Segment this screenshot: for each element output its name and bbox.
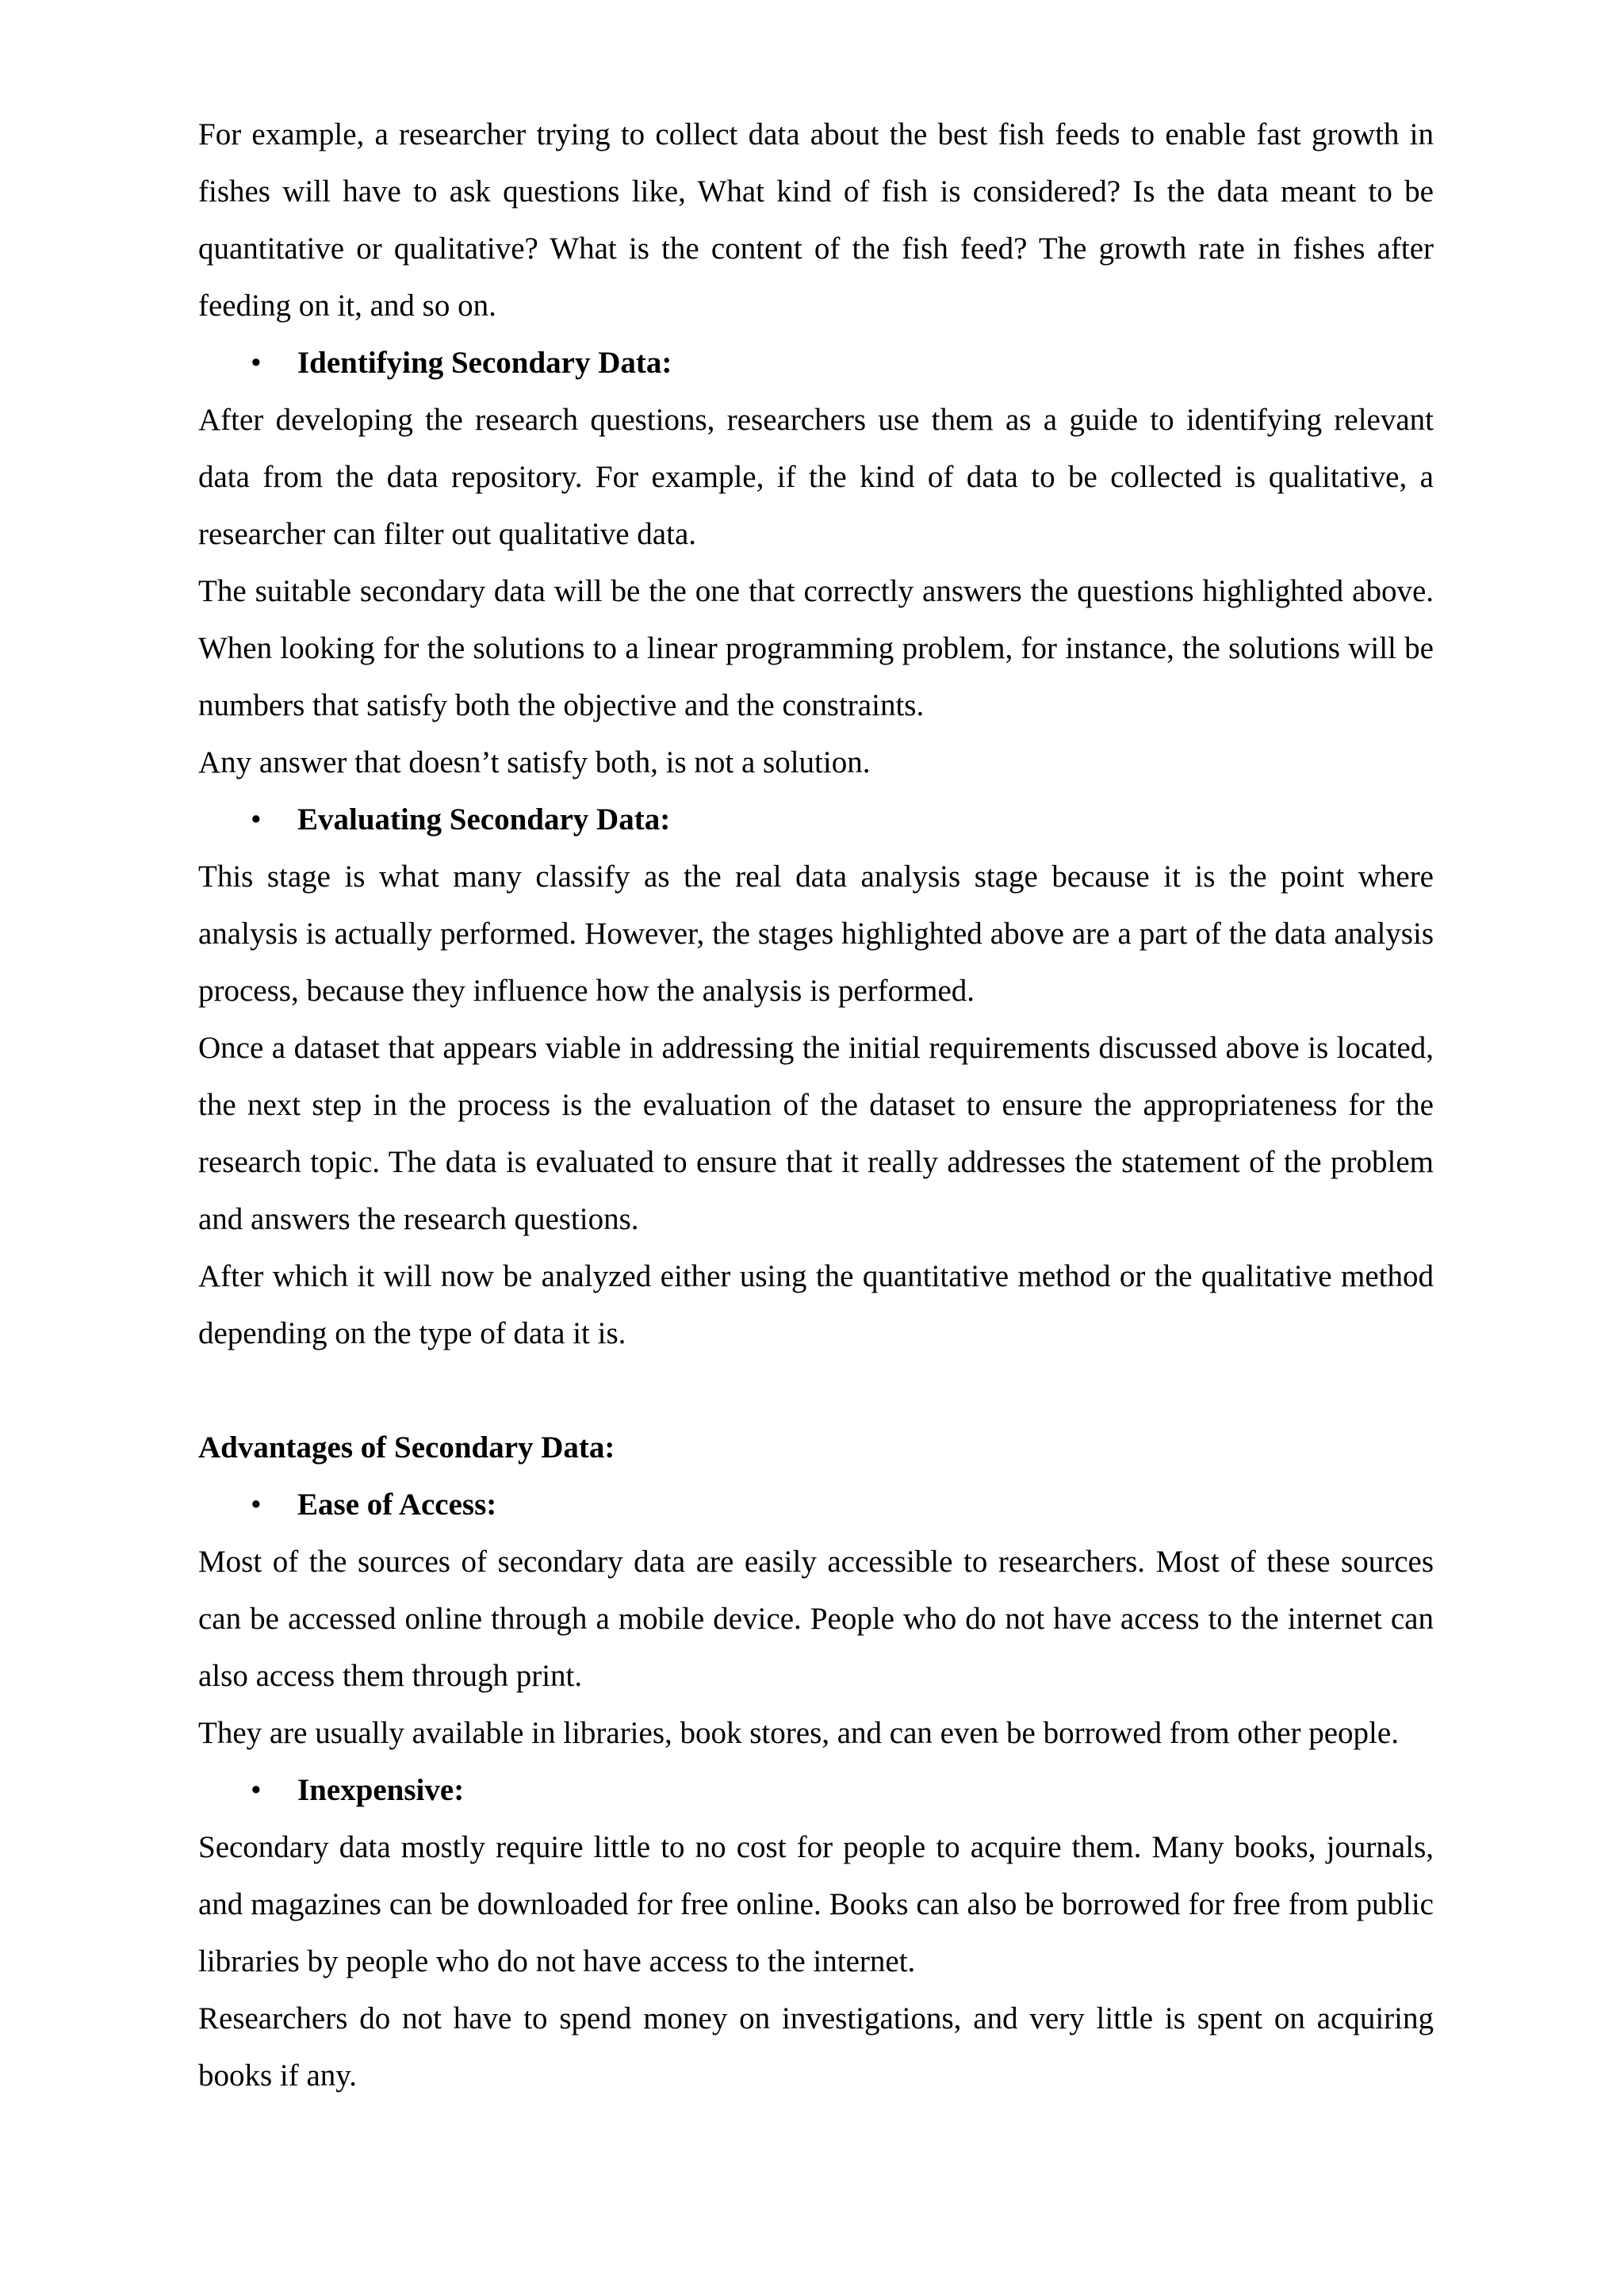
paragraph-not-a-solution: Any answer that doesn’t satisfy both, is not a solution. [198,745,871,779]
bullet-label: Inexpensive: [297,1773,465,1807]
bullet-icon: • [251,1773,262,1807]
bullet-identifying-secondary-data [198,335,1434,392]
paragraph-real-analysis-stage: This stage is what many classify as the real data analysis stage because it is the point where analysis is actually performed. However, the stages highlighted above are a part of the data analysis process, because they influence how the analysis is performed. [198,860,1434,1008]
section-gap [198,1362,1434,1419]
bullet-label: Evaluating Secondary Data: [297,802,671,837]
heading-advantages-of-secondary-data: Advantages of Secondary Data: [198,1430,615,1465]
document-body [198,106,1434,2104]
bullet-icon: • [251,802,262,837]
paragraph-fish-feed-example: For example, a researcher trying to collect data about the best fish feeds to enable fast growth in fishes will have to ask questions like, What kind of fish is considered? Is the data meant to be quantitative or qualitative? What is the content of the fish feed? The growth rate in fishes after feeding on it, and so on. [198,117,1434,323]
bullet-inexpensive [198,1762,1434,1819]
paragraph-low-cost: Secondary data mostly require little to no cost for people to acquire them. Many books, journals, and magazines can be downloaded for free online. Books can also be borrowed for free from public libraries by people who do not have access to the internet. [198,1830,1434,1978]
paragraph-suitable-secondary-data: The suitable secondary data will be the one that correctly answers the questions highlighted above. When looking for the solutions to a linear programming problem, for instance, the solutions will be numbers that satisfy both the objective and the constraints. [198,574,1434,722]
paragraph-no-investigation-cost: Researchers do not have to spend money on investigations, and very little is spent on acquiring books if any. [198,2001,1434,2093]
paragraph-libraries-bookstores: They are usually available in libraries, book stores, and can even be borrowed from other people. [198,1716,1399,1750]
bullet-icon: • [251,346,262,380]
bullet-label: Identifying Secondary Data: [297,346,672,380]
bullet-evaluating-secondary-data [198,791,1434,848]
bullet-label: Ease of Access: [297,1488,497,1522]
paragraph-accessible-sources: Most of the sources of secondary data are easily accessible to researchers. Most of these sources can be accessed online through a mobile device. People who do not have access to the internet can also access them through print. [198,1545,1434,1693]
paragraph-dataset-evaluation: Once a dataset that appears viable in addressing the initial requirements discussed above is located, the next step in the process is the evaluation of the dataset to ensure the appropriateness for the research topic. The data is evaluated to ensure that it really addresses the statement of the problem and answers the research questions. [198,1031,1434,1236]
bullet-ease-of-access [198,1476,1434,1534]
bullet-icon: • [251,1488,262,1522]
paragraph-identifying-relevant-data: After developing the research questions, researchers use them as a guide to identifying relevant data from the data repository. For example, if the kind of data to be collected is qualitative, a researcher can filter out qualitative data. [198,403,1434,551]
paragraph-analysis-method: After which it will now be analyzed either using the quantitative method or the qualitative method depending on the type of data it is. [198,1259,1434,1350]
